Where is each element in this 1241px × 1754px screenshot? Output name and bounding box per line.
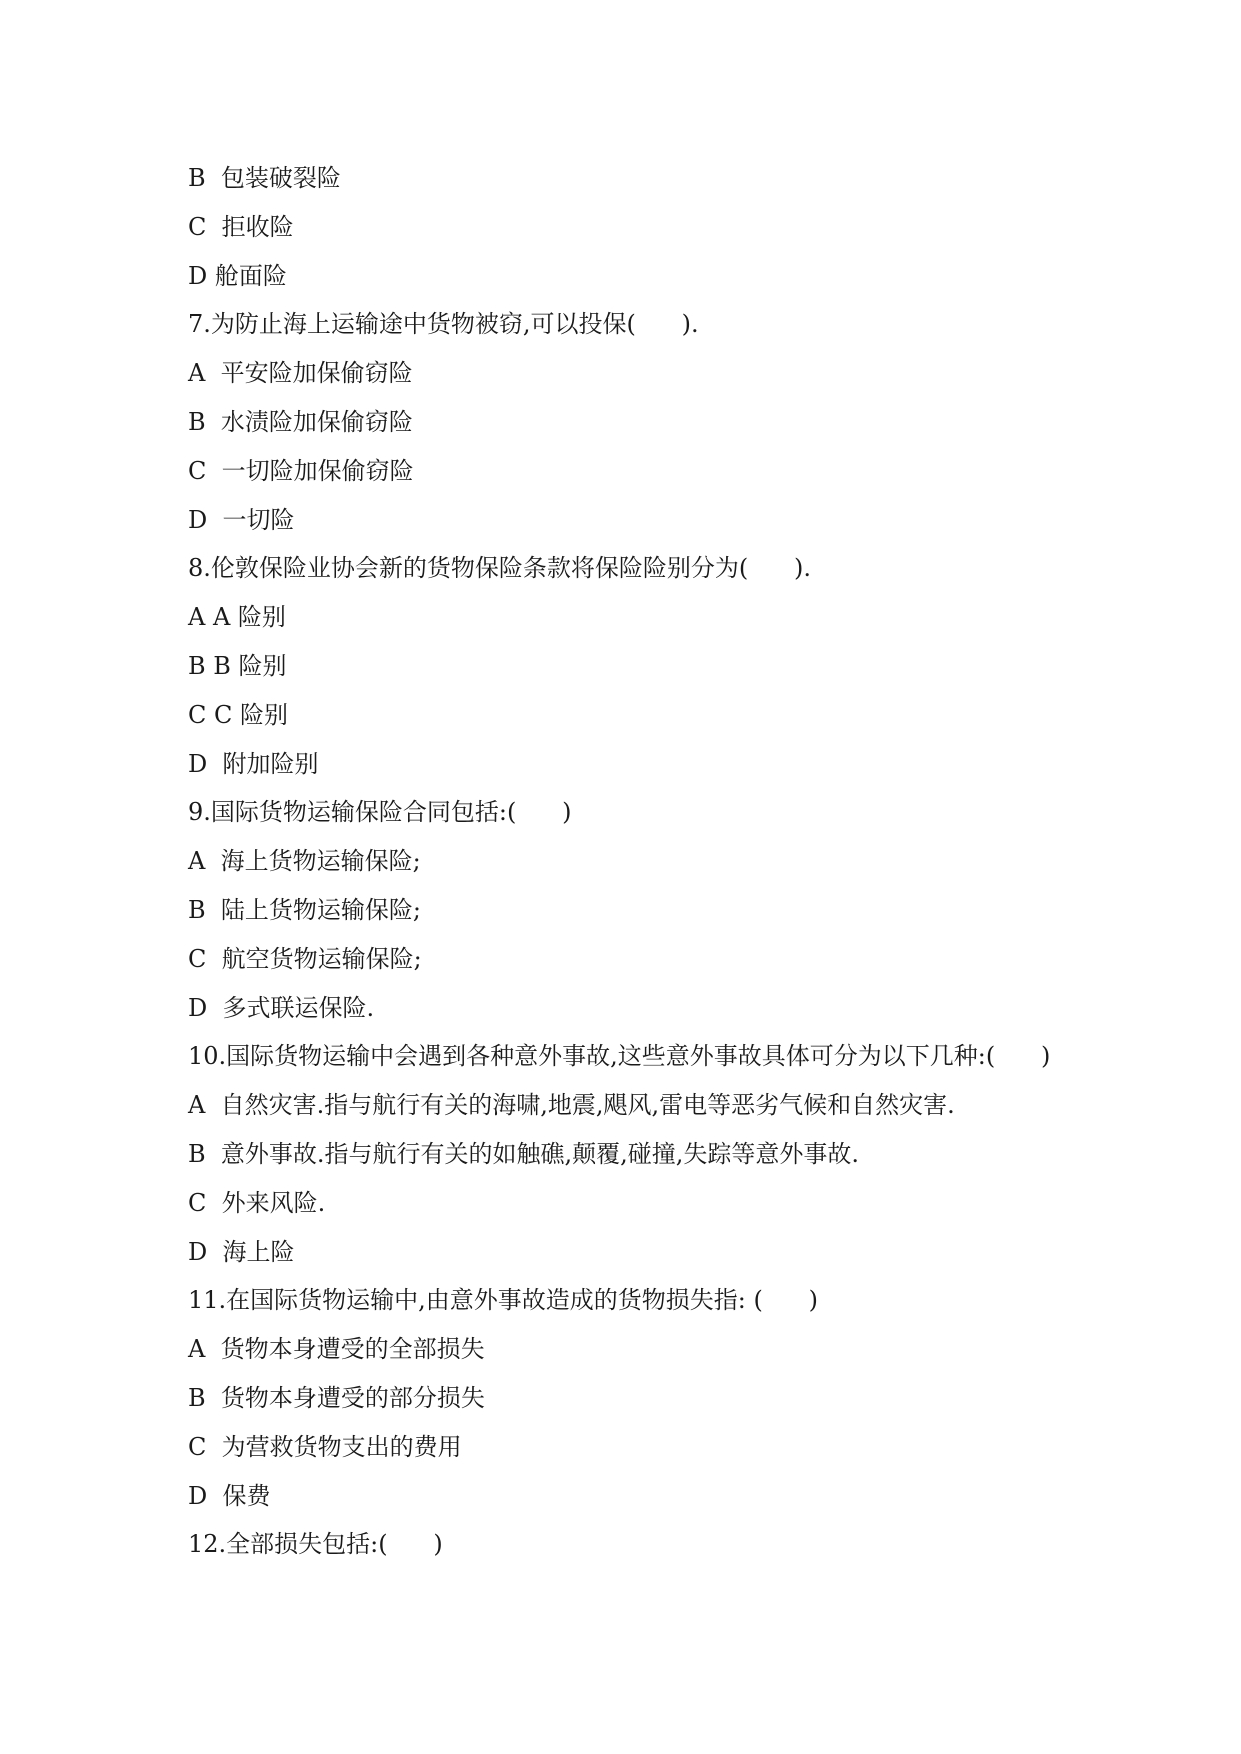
question-8: 8.伦敦保险业协会新的货物保险条款将保险险别分为( ). [188, 554, 812, 583]
option-11b: B 货物本身遭受的部分损失 [188, 1383, 485, 1412]
question-11: 11.在国际货物运输中,由意外事故造成的货物损失指: ( ) [188, 1286, 819, 1315]
option-8a: A A 险别 [188, 603, 286, 632]
option-8b: B B 险别 [188, 651, 287, 680]
option-11a: A 货物本身遭受的全部损失 [188, 1335, 485, 1364]
question-10: 10.国际货物运输中会遇到各种意外事故,这些意外事故具体可分为以下几种:( ) [188, 1042, 1051, 1071]
option-7d: D 一切险 [188, 505, 295, 534]
option-9a: A 海上货物运输保险; [188, 847, 421, 876]
option-8c: C C 险别 [188, 700, 288, 729]
option-9d: D 多式联运保险. [188, 993, 375, 1022]
option-6d: D 舱面险 [188, 261, 287, 290]
option-10a: A 自然灾害.指与航行有关的海啸,地震,飓风,雷电等恶劣气候和自然灾害. [188, 1091, 955, 1120]
option-7b: B 水渍险加保偷窃险 [188, 407, 413, 436]
option-6c: C 拒收险 [188, 212, 294, 241]
option-11c: C 为营救货物支出的费用 [188, 1432, 462, 1461]
question-9: 9.国际货物运输保险合同包括:( ) [188, 798, 572, 827]
option-10b: B 意外事故.指与航行有关的如触礁,颠覆,碰撞,失踪等意外事故. [188, 1139, 860, 1168]
option-6b: B 包装破裂险 [188, 164, 341, 192]
option-7c: C 一切险加保偷窃险 [188, 456, 414, 485]
document-page [188, 154, 1168, 1569]
option-9b: B 陆上货物运输保险; [188, 895, 421, 924]
question-12: 12.全部损失包括:( ) [188, 1530, 443, 1559]
option-11d: D 保费 [188, 1481, 271, 1510]
question-7: 7.为防止海上运输途中货物被窃,可以投保( ). [188, 310, 699, 339]
option-9c: C 航空货物运输保险; [188, 944, 422, 973]
option-8d: D 附加险别 [188, 749, 319, 778]
option-10c: C 外来风险. [188, 1188, 326, 1217]
option-10d: D 海上险 [188, 1237, 295, 1266]
option-7a: A 平安险加保偷窃险 [188, 359, 413, 388]
